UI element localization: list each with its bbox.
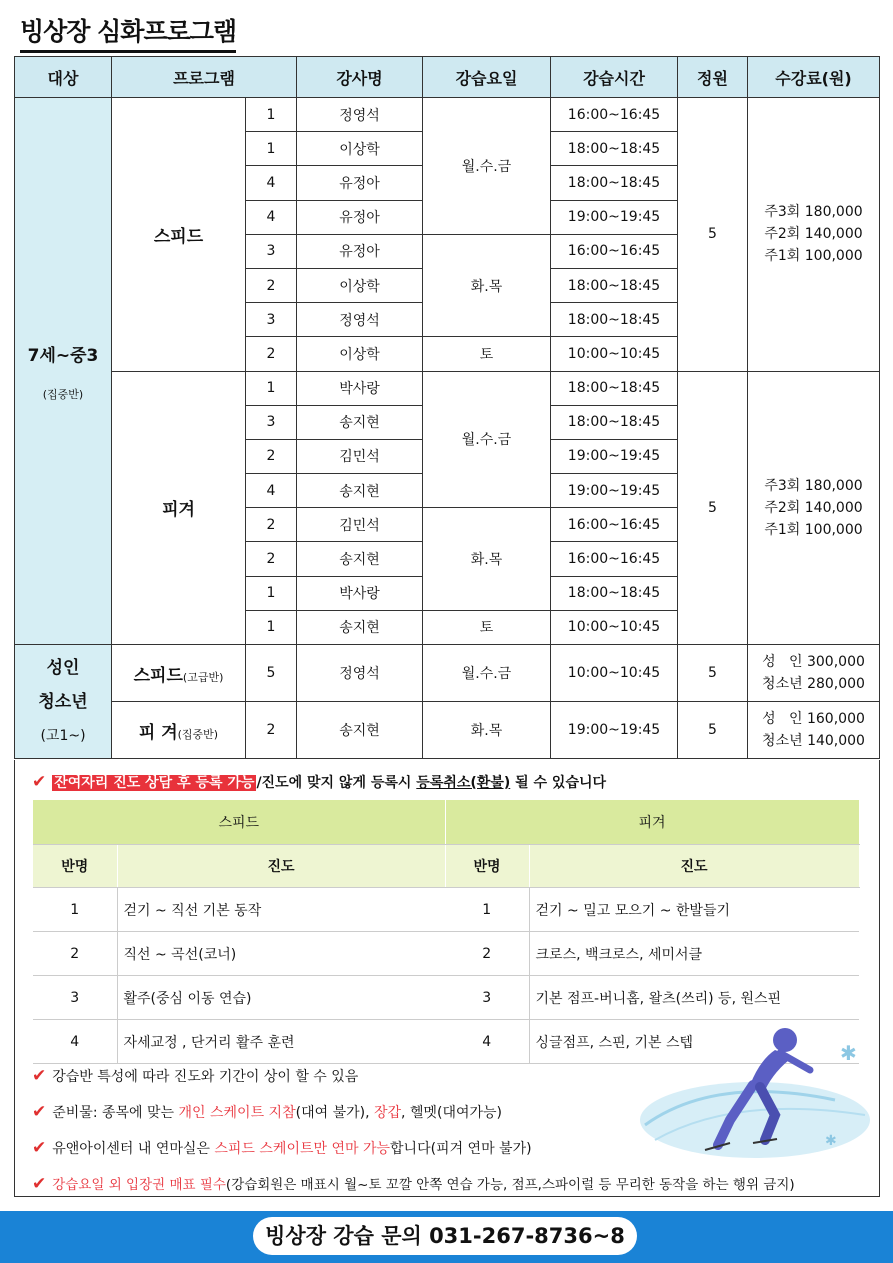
level-cell: 1 — [246, 576, 297, 610]
time-cell: 19:00~19:45 — [551, 439, 678, 473]
time-cell: 19:00~19:45 — [551, 702, 678, 759]
program-sublabel: (집중반) — [177, 727, 219, 741]
days-cell: 화.목 — [423, 234, 551, 337]
figure-progress: 기본 점프-버니홉, 왈츠(쓰리) 등, 원스핀 — [529, 976, 859, 1020]
program-name — [112, 645, 246, 702]
target-label: 7세~중3 — [27, 345, 99, 366]
contact-phone: 빙상장 강습 문의 031-267-8736~8 — [253, 1217, 637, 1255]
days-cell: 화.목 — [423, 702, 551, 759]
teacher-cell: 송지현 — [297, 702, 423, 759]
figure-progress: 걷기 ~ 밀고 모으기 ~ 한발들기 — [529, 888, 859, 932]
progress-speed-title: 스피드 — [33, 800, 445, 845]
time-cell: 19:00~19:45 — [551, 474, 678, 508]
check-icon: ✔ — [32, 772, 47, 792]
figure-progress: 크로스, 백크로스, 세미서클 — [529, 932, 859, 976]
target-label: 성인 — [46, 657, 80, 678]
table-row — [15, 98, 880, 132]
teacher-cell: 송지현 — [297, 405, 423, 439]
program-name: 스피드 — [112, 98, 246, 372]
level-cell: 2 — [246, 439, 297, 473]
page-title: 빙상장 심화프로그램 — [20, 12, 236, 53]
class-number: 2 — [445, 932, 529, 976]
fee-cell — [748, 98, 880, 372]
header-teacher: 강사명 — [297, 57, 423, 98]
col-class: 반명 — [445, 845, 529, 888]
header-program: 프로그램 — [112, 57, 297, 98]
progress-figure-title: 피겨 — [445, 800, 859, 845]
level-cell: 4 — [246, 166, 297, 200]
time-cell: 18:00~18:45 — [551, 405, 678, 439]
teacher-cell: 이상학 — [297, 132, 423, 166]
fee-line: 성 인 300,000 — [762, 654, 865, 670]
fee-cell — [748, 702, 880, 759]
notice-ticket: ✔ 강습요일 외 입장권 매표 필수(강습회원은 매표시 월~토 꼬깔 안쪽 연습 가능, 점프,스파이럴 등 무리한 동작을 하는 행위 금지) — [32, 1174, 795, 1194]
class-number: 3 — [33, 976, 117, 1020]
time-cell: 16:00~16:45 — [551, 98, 678, 132]
time-cell: 10:00~10:45 — [551, 645, 678, 702]
level-cell: 1 — [246, 610, 297, 644]
header-target: 대상 — [15, 57, 112, 98]
days-cell: 월.수.금 — [423, 371, 551, 508]
target-cell — [15, 98, 112, 645]
level-cell: 1 — [246, 98, 297, 132]
fee-line: 주1회 100,000 — [764, 521, 863, 538]
time-cell: 16:00~16:45 — [551, 234, 678, 268]
level-cell: 3 — [246, 303, 297, 337]
class-number: 1 — [445, 888, 529, 932]
time-cell: 18:00~18:45 — [551, 303, 678, 337]
teacher-cell: 유정아 — [297, 234, 423, 268]
time-cell: 18:00~18:45 — [551, 132, 678, 166]
teacher-cell: 이상학 — [297, 337, 423, 371]
fee-line: 청소년 280,000 — [762, 676, 865, 692]
time-cell: 18:00~18:45 — [551, 576, 678, 610]
class-number: 1 — [33, 888, 117, 932]
teacher-cell: 송지현 — [297, 542, 423, 576]
program-name — [112, 702, 246, 759]
class-number: 2 — [33, 932, 117, 976]
days-cell: 화.목 — [423, 508, 551, 611]
notice-sharpening: ✔ 유앤아이센터 내 연마실은 스피드 스케이트만 연마 가능합니다(피겨 연마 불가) — [32, 1138, 532, 1158]
teacher-cell: 김민석 — [297, 508, 423, 542]
speed-progress: 자세교정 , 단거리 활주 훈련 — [117, 1020, 445, 1064]
progress-row — [33, 976, 859, 1020]
svg-text:✱: ✱ — [825, 1133, 837, 1149]
table-row — [15, 645, 880, 702]
fee-cell — [748, 371, 880, 645]
teacher-cell: 유정아 — [297, 200, 423, 234]
notice-registration: ✔ 잔여자리 진도 상담 후 등록 가능 /진도에 맞지 않게 등록시 등록취소(환불) 될 수 있습니다 — [32, 772, 607, 792]
teacher-cell: 박사랑 — [297, 576, 423, 610]
table-row — [15, 371, 880, 405]
header-time: 강습시간 — [551, 57, 678, 98]
target-sublabel: (집중반) — [42, 387, 84, 401]
time-cell: 18:00~18:45 — [551, 268, 678, 302]
speed-progress: 걷기 ~ 직선 기본 동작 — [117, 888, 445, 932]
figure-progress: 싱글점프, 스핀, 기본 스텝 — [529, 1020, 859, 1064]
check-icon: ✔ — [32, 1138, 47, 1158]
level-cell: 3 — [246, 405, 297, 439]
program-label: 스피드 — [133, 665, 183, 686]
program-name: 피겨 — [112, 371, 246, 645]
fee-line: 주1회 100,000 — [764, 248, 863, 265]
time-cell: 19:00~19:45 — [551, 200, 678, 234]
fee-line: 주3회 180,000 — [764, 204, 863, 221]
header-days: 강습요일 — [423, 57, 551, 98]
header-fee: 수강료(원) — [748, 57, 880, 98]
capacity-cell: 5 — [678, 702, 748, 759]
fee-line: 청소년 140,000 — [762, 733, 865, 749]
level-cell: 2 — [246, 337, 297, 371]
check-icon: ✔ — [32, 1174, 47, 1194]
teacher-cell: 박사랑 — [297, 371, 423, 405]
capacity-cell: 5 — [678, 371, 748, 645]
level-cell: 4 — [246, 474, 297, 508]
target-cell — [15, 645, 112, 759]
teacher-cell: 이상학 — [297, 268, 423, 302]
check-icon: ✔ — [32, 1102, 47, 1122]
schedule-table — [14, 56, 880, 759]
svg-text:✱: ✱ — [840, 1041, 857, 1065]
fee-line: 주2회 140,000 — [764, 226, 863, 243]
progress-row — [33, 932, 859, 976]
level-cell: 5 — [246, 645, 297, 702]
days-cell: 토 — [423, 337, 551, 371]
target-label: 청소년 — [38, 691, 88, 712]
time-cell: 10:00~10:45 — [551, 337, 678, 371]
footer-bar — [0, 1211, 893, 1263]
time-cell: 18:00~18:45 — [551, 371, 678, 405]
time-cell: 18:00~18:45 — [551, 166, 678, 200]
progress-row — [33, 888, 859, 932]
target-label: (고1~) — [40, 727, 86, 744]
level-cell: 2 — [246, 508, 297, 542]
class-number: 3 — [445, 976, 529, 1020]
teacher-cell: 송지현 — [297, 610, 423, 644]
notice-equipment: ✔ 준비물: 종목에 맞는 개인 스케이트 지참(대여 불가), 장갑, 헬멧(대여가능) — [32, 1102, 503, 1122]
time-cell: 16:00~16:45 — [551, 508, 678, 542]
level-cell: 2 — [246, 268, 297, 302]
level-cell: 1 — [246, 132, 297, 166]
program-sublabel: (고급반) — [182, 670, 224, 684]
header-capacity: 정원 — [678, 57, 748, 98]
teacher-cell: 김민석 — [297, 439, 423, 473]
check-icon: ✔ — [32, 1066, 47, 1086]
capacity-cell: 5 — [678, 98, 748, 372]
level-cell: 3 — [246, 234, 297, 268]
fee-line: 성 인 160,000 — [762, 711, 865, 727]
time-cell: 16:00~16:45 — [551, 542, 678, 576]
capacity-cell: 5 — [678, 645, 748, 702]
days-cell: 토 — [423, 610, 551, 644]
class-number: 4 — [445, 1020, 529, 1064]
teacher-cell: 정영석 — [297, 303, 423, 337]
col-progress: 진도 — [529, 845, 859, 888]
fee-cell — [748, 645, 880, 702]
time-cell: 10:00~10:45 — [551, 610, 678, 644]
speed-progress: 활주(중심 이동 연습) — [117, 976, 445, 1020]
table-header-row — [15, 57, 880, 98]
col-progress: 진도 — [117, 845, 445, 888]
days-cell: 월.수.금 — [423, 645, 551, 702]
speed-progress: 직선 ~ 곡선(코너) — [117, 932, 445, 976]
notice-progress-varies: ✔ 강습반 특성에 따라 진도와 기간이 상이 할 수 있음 — [32, 1066, 359, 1086]
col-class: 반명 — [33, 845, 117, 888]
level-cell: 1 — [246, 371, 297, 405]
teacher-cell: 유정아 — [297, 166, 423, 200]
class-number: 4 — [33, 1020, 117, 1064]
level-cell: 2 — [246, 542, 297, 576]
program-label: 피 겨 — [138, 722, 178, 743]
teacher-cell: 송지현 — [297, 474, 423, 508]
level-cell: 2 — [246, 702, 297, 759]
fee-line: 주3회 180,000 — [764, 477, 863, 494]
fee-line: 주2회 140,000 — [764, 499, 863, 516]
teacher-cell: 정영석 — [297, 645, 423, 702]
table-row — [15, 702, 880, 759]
speed-skater-illustration — [635, 1015, 875, 1165]
days-cell: 월.수.금 — [423, 98, 551, 235]
teacher-cell: 정영석 — [297, 98, 423, 132]
level-cell: 4 — [246, 200, 297, 234]
